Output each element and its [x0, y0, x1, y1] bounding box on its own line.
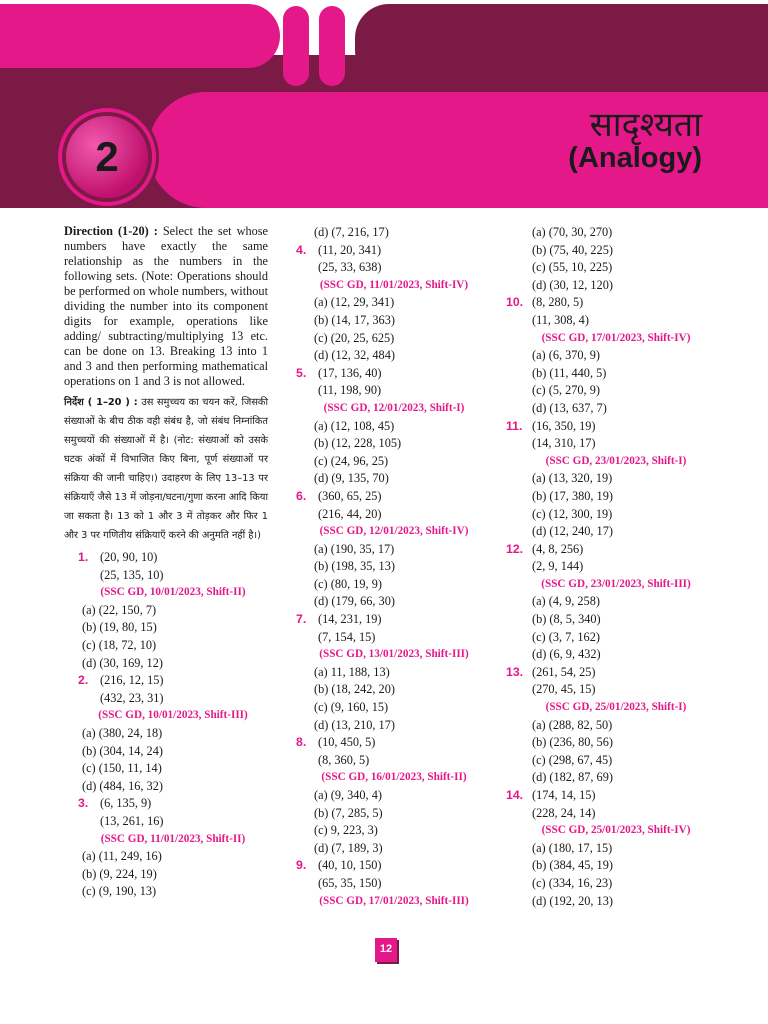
column-2 — [296, 224, 492, 910]
option-b[interactable]: (b) (9, 224, 19) — [82, 866, 157, 881]
question-number: 9. — [296, 858, 307, 873]
option-c[interactable]: (c) (55, 10, 225) — [532, 260, 613, 275]
option-d[interactable]: (d) (30, 169, 12) — [82, 655, 163, 670]
chapter-title-english: (Analogy) — [568, 142, 702, 174]
direction-english — [64, 224, 268, 389]
question-11 — [506, 418, 726, 541]
question-number: 3. — [78, 796, 89, 811]
given-set: (4, 8, 256) — [532, 541, 584, 556]
given-set: (13, 261, 16) — [100, 813, 164, 828]
given-set: (10, 450, 5) — [318, 735, 376, 750]
given-set: (174, 14, 15) — [532, 788, 596, 802]
option-a[interactable]: (a) (12, 29, 341) — [314, 295, 395, 310]
option-b[interactable]: (b) (11, 440, 5) — [532, 365, 607, 380]
question-9 — [296, 857, 492, 910]
question-number: 14. — [506, 788, 524, 802]
option-b[interactable]: (b) (17, 380, 19) — [532, 488, 613, 503]
given-set: (261, 54, 25) — [532, 664, 596, 679]
option-c[interactable]: (c) (334, 16, 23) — [532, 875, 613, 890]
given-set: (11, 20, 341) — [318, 242, 382, 257]
option-c[interactable]: (c) (9, 160, 15) — [314, 700, 389, 715]
option-c[interactable]: (c) (20, 25, 625) — [314, 330, 395, 345]
option-c[interactable]: (c) (18, 72, 10) — [82, 637, 157, 652]
given-set: (8, 280, 5) — [532, 295, 584, 310]
option-d[interactable]: (d) (7, 216, 17) — [314, 225, 389, 239]
question-number: 1. — [78, 550, 89, 564]
question-8 — [296, 734, 492, 857]
option-b[interactable]: (b) (18, 242, 20) — [314, 682, 395, 697]
option-d[interactable]: (d) (13, 637, 7) — [532, 400, 607, 415]
given-set: (20, 90, 10) — [100, 550, 158, 564]
option-a[interactable]: (a) (180, 17, 15) — [532, 840, 613, 855]
option-b[interactable]: (b) (7, 285, 5) — [314, 805, 383, 820]
question-10 — [506, 294, 726, 417]
exam-source: (SSC GD, 25/01/2023, Shift-I) — [545, 701, 687, 714]
direction-label-hindi: निर्देश ( 1–20 ) : — [64, 397, 138, 408]
question-6 — [296, 488, 492, 611]
exam-source: (SSC GD, 23/01/2023, Shift-I) — [545, 454, 687, 467]
chapter-number-badge — [62, 112, 152, 202]
option-a[interactable]: (a) (11, 249, 16) — [82, 849, 162, 864]
exam-source: (SSC GD, 17/01/2023, Shift-IV) — [541, 331, 691, 344]
direction-label: Direction (1-20) : — [64, 224, 158, 238]
given-set: (216, 12, 15) — [100, 673, 164, 688]
given-set: (2, 9, 144) — [532, 559, 584, 574]
option-b[interactable]: (b) (12, 228, 105) — [314, 436, 402, 451]
option-d[interactable]: (d) (9, 135, 70) — [314, 471, 389, 486]
header-pink-tab — [0, 4, 280, 68]
given-set: (228, 24, 14) — [532, 805, 596, 820]
exam-source: (SSC GD, 13/01/2023, Shift-III) — [319, 648, 469, 661]
option-c[interactable]: (c) (12, 300, 19) — [532, 506, 613, 521]
question-5 — [296, 365, 492, 488]
header-maroon-tab — [355, 4, 768, 84]
question-13 — [506, 664, 726, 787]
question-2 — [78, 672, 268, 795]
exam-source: (SSC GD, 11/01/2023, Shift-II) — [100, 832, 246, 845]
question-number: 12. — [506, 541, 524, 556]
option-b[interactable]: (b) (19, 80, 15) — [82, 620, 157, 635]
given-set: (7, 154, 15) — [318, 629, 376, 644]
given-set: (14, 310, 17) — [532, 436, 596, 451]
question-number: 8. — [296, 735, 307, 750]
given-set: (270, 45, 15) — [532, 682, 596, 697]
option-d[interactable]: (d) (12, 32, 484) — [314, 348, 395, 363]
option-a[interactable]: (a) (288, 82, 50) — [532, 717, 613, 732]
option-b[interactable]: (b) (8, 5, 340) — [532, 612, 601, 627]
question-number: 4. — [296, 242, 307, 257]
question-number: 2. — [78, 673, 89, 688]
given-set: (25, 135, 10) — [100, 567, 164, 582]
chapter-header — [0, 0, 768, 208]
exam-source: (SSC GD, 25/01/2023, Shift-IV) — [541, 824, 691, 837]
exam-source: (SSC GD, 10/01/2023, Shift-III) — [98, 709, 248, 722]
header-bar-left — [283, 6, 309, 86]
direction-text-hindi: उस समुच्चय का चयन करें, जिसकी संख्याओं के बीच ठीक वही संबंध है, जो संबंध निम्नांकित समुच्चयों की संख्याओं में है। (नोट: संख्याओं को उसके घटक अंकों में विभाजित किए बिना, पूर्ण संख्याओं पर संक्रिया की जानी चाहिए।) उदाहरण के लिए 13–13 पर संक्रियाएँ जैसे 13 में जोड़ना/घटना/गुणा करना आदि किया जा सकता है। 13 को 1 और 3 में तोड़कर और फिर 1 और 3 पर गणितीय संक्रियाएँ करने की अनुमति नहीं है।) — [64, 397, 268, 541]
given-set: (25, 33, 638) — [318, 260, 382, 275]
question-number: 11. — [506, 418, 523, 433]
given-set: (216, 44, 20) — [318, 506, 382, 521]
option-c[interactable]: (c) (5, 270, 9) — [532, 383, 600, 398]
given-set: (14, 231, 19) — [318, 612, 382, 627]
given-set: (11, 308, 4) — [532, 312, 589, 327]
given-set: (65, 35, 150) — [318, 875, 382, 890]
given-set: (360, 65, 25) — [318, 488, 382, 503]
question-7 — [296, 611, 492, 734]
option-d[interactable]: (d) (12, 240, 17) — [532, 524, 613, 539]
given-set: (8, 360, 5) — [318, 752, 370, 767]
question-12 — [506, 541, 726, 664]
option-a[interactable]: (a) (12, 108, 45) — [314, 418, 395, 433]
option-a[interactable]: (a) (9, 340, 4) — [314, 788, 382, 802]
given-set: (17, 136, 40) — [318, 365, 382, 380]
exam-source: (SSC GD, 23/01/2023, Shift-III) — [541, 577, 691, 590]
option-c[interactable]: (c) (3, 7, 162) — [532, 629, 600, 644]
option-d[interactable]: (d) (7, 189, 3) — [314, 840, 383, 855]
exam-source: (SSC GD, 17/01/2023, Shift-III) — [319, 894, 469, 907]
option-a[interactable]: (a) (4, 9, 258) — [532, 594, 600, 609]
chapter-number: 2 — [66, 116, 148, 198]
direction-hindi — [64, 393, 268, 545]
given-set: (11, 198, 90) — [318, 383, 382, 398]
option-b[interactable]: (b) (198, 35, 13) — [314, 559, 395, 574]
option-c[interactable]: (c) (298, 67, 45) — [532, 752, 613, 767]
given-set: (16, 350, 19) — [532, 418, 596, 433]
option-d[interactable]: (d) (30, 12, 120) — [532, 277, 613, 292]
question-number: 10. — [506, 295, 524, 310]
exam-source: (SSC GD, 11/01/2023, Shift-IV) — [319, 278, 469, 291]
option-b[interactable]: (b) (384, 45, 19) — [532, 858, 613, 873]
given-set: (6, 135, 9) — [100, 796, 152, 811]
option-b[interactable]: (b) (304, 14, 24) — [82, 743, 163, 758]
column-3 — [506, 224, 726, 910]
option-b[interactable]: (b) (236, 80, 56) — [532, 735, 613, 750]
option-c[interactable]: (c) (150, 11, 14) — [82, 761, 162, 776]
question-1 — [78, 549, 268, 672]
option-c[interactable]: (c) (80, 19, 9) — [314, 576, 382, 591]
given-set: (432, 23, 31) — [100, 690, 164, 705]
exam-source: (SSC GD, 12/01/2023, Shift-IV) — [319, 525, 469, 538]
option-c[interactable]: (c) 9, 223, 3) — [314, 823, 378, 838]
given-set: (40, 10, 150) — [318, 858, 382, 873]
option-a[interactable]: (a) (22, 150, 7) — [82, 602, 157, 617]
option-a[interactable]: (a) 11, 188, 13) — [314, 664, 390, 679]
question-4 — [296, 242, 492, 365]
question-14 — [506, 787, 726, 910]
direction-text: Select the set whose numbers have exactly the same relationship as the numbers in the following sets. (Note: Operations should be performed on whole numbers, without dividing the number into its component digits for example, operations like adding/ subtracting/multiplying 13 etc. can be done on 13. Breaking 13 into 1 and 3 and then performing mathematical operations on 1 and 3 is not allowed. — [64, 224, 268, 388]
question-3 — [78, 795, 268, 901]
option-a[interactable]: (a) (13, 320, 19) — [532, 471, 613, 486]
option-c[interactable]: (c) (9, 190, 13) — [82, 884, 157, 899]
option-a[interactable]: (a) (70, 30, 270) — [532, 225, 613, 239]
option-d[interactable]: (d) (6, 9, 432) — [532, 647, 601, 662]
question-number: 6. — [296, 488, 307, 503]
option-a[interactable]: (a) (6, 370, 9) — [532, 348, 600, 363]
exam-source: (SSC GD, 10/01/2023, Shift-II) — [100, 586, 246, 599]
chapter-title-hindi: सादृश्यता — [589, 105, 702, 145]
option-c[interactable]: (c) (24, 96, 25) — [314, 453, 389, 468]
option-b[interactable]: (b) (75, 40, 225) — [532, 242, 613, 257]
option-b[interactable]: (b) (14, 17, 363) — [314, 312, 395, 327]
option-d[interactable]: (d) (182, 87, 69) — [532, 770, 613, 785]
question-number: 7. — [296, 612, 307, 627]
exam-source: (SSC GD, 12/01/2023, Shift-I) — [323, 401, 465, 414]
option-a[interactable]: (a) (190, 35, 17) — [314, 541, 395, 556]
question-number: 13. — [506, 664, 524, 679]
page-number: 12 — [375, 938, 397, 962]
option-d[interactable]: (d) (484, 16, 32) — [82, 778, 163, 793]
option-d[interactable]: (d) (13, 210, 17) — [314, 717, 395, 732]
column-1 — [64, 224, 268, 901]
option-d[interactable]: (d) (192, 20, 13) — [532, 893, 613, 908]
exam-source: (SSC GD, 16/01/2023, Shift-II) — [321, 771, 467, 784]
option-a[interactable]: (a) (380, 24, 18) — [82, 725, 163, 740]
header-bar-right — [319, 6, 345, 86]
question-number: 5. — [296, 365, 307, 380]
option-d[interactable]: (d) (179, 66, 30) — [314, 594, 395, 609]
